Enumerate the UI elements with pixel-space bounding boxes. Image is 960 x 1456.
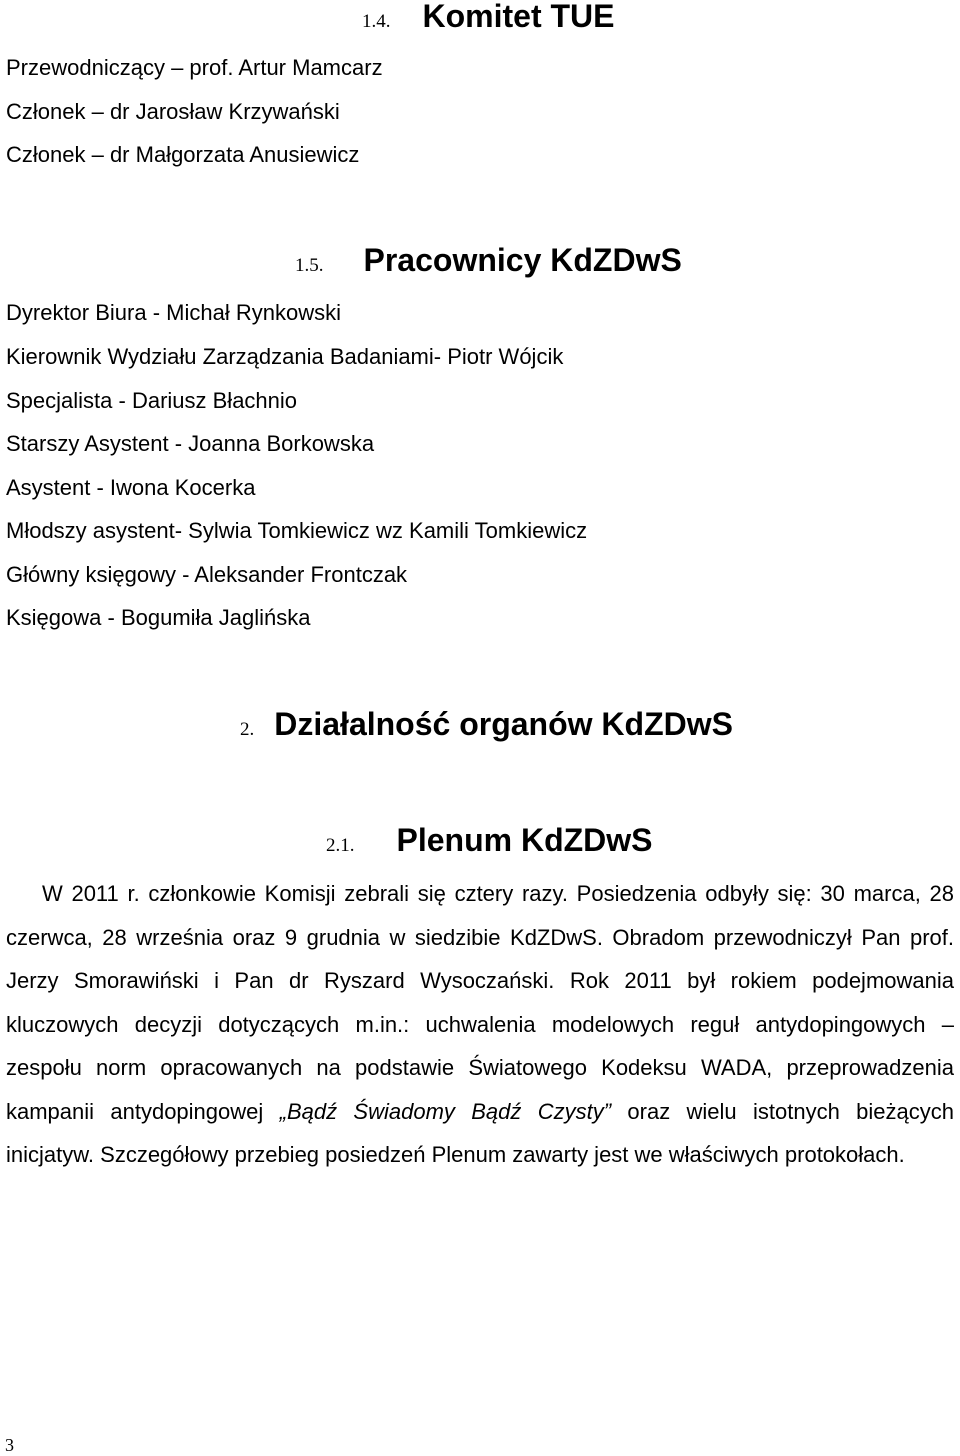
section-title: Działalność organów KdZDwS <box>274 706 733 742</box>
section-number: 1.5. <box>295 255 324 276</box>
staff-member: Starszy Asystent - Joanna Borkowska <box>6 431 375 456</box>
section-2-1-heading <box>326 822 653 859</box>
section-1-4-heading <box>362 0 615 35</box>
section-number: 1.4. <box>362 11 391 32</box>
staff-member: Młodszy asystent- Sylwia Tomkiewicz wz Kamili Tomkiewicz <box>6 518 588 543</box>
staff-member: Dyrektor Biura - Michał Rynkowski <box>6 300 341 325</box>
campaign-name: „Bądź Świadomy Bądź Czysty” <box>279 1098 612 1124</box>
staff-member: Księgowa - Bogumiła Jaglińska <box>6 605 311 630</box>
section-number: 2.1. <box>326 835 355 856</box>
committee-member: Członek – dr Małgorzata Anusiewicz <box>6 142 360 167</box>
paragraph-text: W 2011 r. członkowie Komisji zebrali się cztery razy. Posiedzenia odbyły się: 30 marca, 28 czerwca, 28 września oraz 9 grudnia w siedzibie KdZDwS. Obradom przewodniczył Pan prof. Jerzy Smorawiński i Pan dr Ryszard Wysoczański. Rok 2011 był rokiem podejmowania kluczowych decyzji dotyczących m.in.: uchwalenia modelowych reguł antydopingowych – zespołu norm opracowanych na podstawie Światowego Kodeksu WADA, przeprowadzenia kampanii antydopingowej <box>6 881 954 1124</box>
plenum-paragraph <box>6 872 954 1177</box>
staff-member: Specjalista - Dariusz Błachnio <box>6 388 298 413</box>
staff-member: Kierownik Wydziału Zarządzania Badaniami- Piotr Wójcik <box>6 344 564 369</box>
paragraph-text: oraz wielu istotnych bieżących inicjatyw. Szczegółowy przebieg posiedzeń Plenum zawarty jest we właściwych protokołach. <box>6 1098 954 1167</box>
page-number: 3 <box>5 1435 14 1455</box>
staff-member: Główny księgowy - Aleksander Frontczak <box>6 562 408 587</box>
committee-member: Członek – dr Jarosław Krzywański <box>6 99 340 124</box>
section-number: 2. <box>240 719 255 740</box>
section-title: Komitet TUE <box>422 0 615 34</box>
section-2-heading <box>240 706 733 743</box>
section-title: Pracownicy KdZDwS <box>363 242 682 278</box>
committee-member: Przewodniczący – prof. Artur Mamcarz <box>6 55 383 80</box>
section-title: Plenum KdZDwS <box>396 822 653 858</box>
staff-member: Asystent - Iwona Kocerka <box>6 475 256 500</box>
section-1-5-heading <box>295 242 682 279</box>
